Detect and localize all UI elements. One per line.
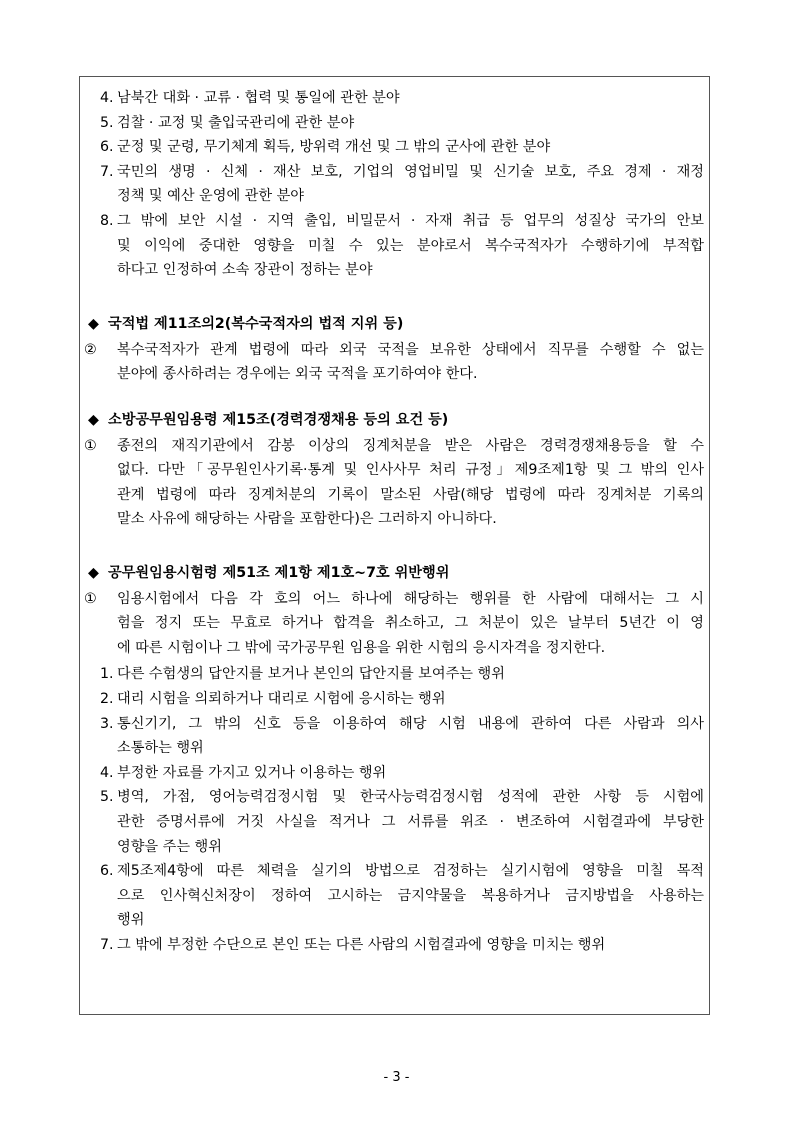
paragraph-text: 종전의 재직기관에서 감봉 이상의 징계처분을 받은 사람은 경력경쟁채용등을 할 수 [117, 437, 704, 454]
item-text: 영향을 주는 행위 [117, 838, 222, 855]
item-text: 관한 증명서류에 거짓 사실을 적거나 그 서류를 위조 · 변조하여 시험결과에 부당한 [117, 814, 704, 830]
item-number: 4. [100, 90, 114, 106]
item-text: 다른 수험생의 답안지를 보거나 본인의 답안지를 보여주는 행위 [117, 666, 505, 683]
paragraph-text: 복수국적자가 관계 법령에 따라 외국 국적을 보유한 상태에서 직무를 수행할 수 없는 [117, 341, 704, 358]
item-number: 1. [100, 666, 114, 683]
item-text: 및 이익에 중대한 영향을 미칠 수 있는 분야로서 복수국적자가 수행하기에 부적합 [117, 237, 704, 254]
item-text: 그 밖에 보안 시설 · 지역 출입, 비밀문서 · 자재 취급 등 업무의 성질상 국가의 안보 [117, 213, 704, 229]
item-text: 하다고 인정하여 소속 장관이 정하는 분야 [117, 262, 373, 279]
section-bullet-icon: ◆ [88, 316, 99, 332]
page-number: - 3 - [383, 1070, 410, 1085]
paragraph-text: 분야에 종사하려는 경우에는 외국 국적을 포기하여야 한다. [117, 366, 478, 383]
section-title: 국적법 제11조의2(복수국적자의 법적 지위 등) [108, 316, 404, 332]
item-number: 6. [100, 863, 114, 880]
paragraph-text: 관계 법령에 따라 징계처분의 기록이 말소된 사람(해당 법령에 따라 징계처분 기록의 [117, 486, 704, 503]
paragraph-marker: ① [84, 590, 97, 607]
paragraph-text: 임용시험에서 다음 각 호의 어느 하나에 해당하는 행위를 한 사람에 대해서는 그 시 [117, 590, 704, 607]
paragraph-marker: ② [84, 341, 97, 358]
item-number: 5. [100, 789, 114, 806]
item-text: 검찰 · 교정 및 출입국관리에 관한 분야 [117, 114, 355, 131]
item-number: 6. [100, 139, 114, 156]
item-text: 남북간 대화 · 교류 · 협력 및 통일에 관한 분야 [117, 90, 400, 106]
item-text: 소통하는 행위 [117, 740, 204, 757]
item-number: 3. [100, 715, 114, 732]
item-text: 부정한 자료를 가지고 있거나 이용하는 행위 [117, 764, 387, 781]
paragraph-text: 에 따른 시험이나 그 밖에 국가공무원 임용을 위한 시험의 응시자격을 정지한다. [117, 639, 606, 656]
item-text: 군정 및 군령, 무기체계 획득, 방위력 개선 및 그 밖의 군사에 관한 분야 [117, 139, 551, 156]
section-bullet-icon: ◆ [88, 412, 99, 428]
item-text: 통신기기, 그 밖의 신호 등을 이용하여 해당 시험 내용에 관하여 다른 사람과 의사 [117, 715, 704, 732]
item-number: 8. [100, 213, 114, 229]
section-title: 공무원임용시험령 제51조 제1항 제1호~7호 위반행위 [108, 565, 450, 581]
item-text: 국민의 생명 · 신체 · 재산 보호, 기업의 영업비밀 및 신기술 보호, 주요 경제 · 재정 [117, 163, 704, 180]
section-title: 소방공무원임용령 제15조(경력경쟁채용 등의 요건 등) [108, 412, 449, 428]
item-text: 병역, 가점, 영어능력검정시험 및 한국사능력검정시험 성적에 관한 사항 등 시험에 [117, 789, 704, 806]
item-text: 대리 시험을 의뢰하거나 대리로 시험에 응시하는 행위 [117, 691, 446, 707]
item-number: 7. [100, 937, 114, 953]
item-number: 5. [100, 114, 114, 131]
item-text: 제5조제4항에 따른 체력을 실기의 방법으로 검정하는 실기시험에 영향을 미칠 목적 [117, 863, 704, 880]
paragraph-text: 험을 정지 또는 무효로 하거나 합격을 취소하고, 그 처분이 있은 날부터 5년간 이 영 [117, 615, 704, 632]
item-text: 그 밖에 부정한 수단으로 본인 또는 다른 사람의 시험결과에 영향을 미치는 행위 [117, 937, 606, 953]
paragraph-marker: ① [84, 437, 97, 454]
item-text: 정책 및 예산 운영에 관한 분야 [117, 188, 305, 205]
paragraph-text: 없다. 다만「공무원인사기록·통계 및 인사사무 처리 규정」제9조제1항 및 그 밖의 인사 [117, 462, 704, 479]
item-text: 으로 인사혁신처장이 정하여 고시하는 금지약물을 복용하거나 금지방법을 사용하는 [117, 887, 704, 904]
item-number: 4. [100, 764, 114, 781]
item-number: 2. [100, 691, 114, 707]
item-text: 행위 [117, 912, 145, 929]
paragraph-text: 말소 사유에 해당하는 사람을 포함한다)은 그러하지 아니하다. [117, 511, 497, 528]
item-number: 7. [100, 163, 114, 180]
section-bullet-icon: ◆ [88, 565, 99, 581]
